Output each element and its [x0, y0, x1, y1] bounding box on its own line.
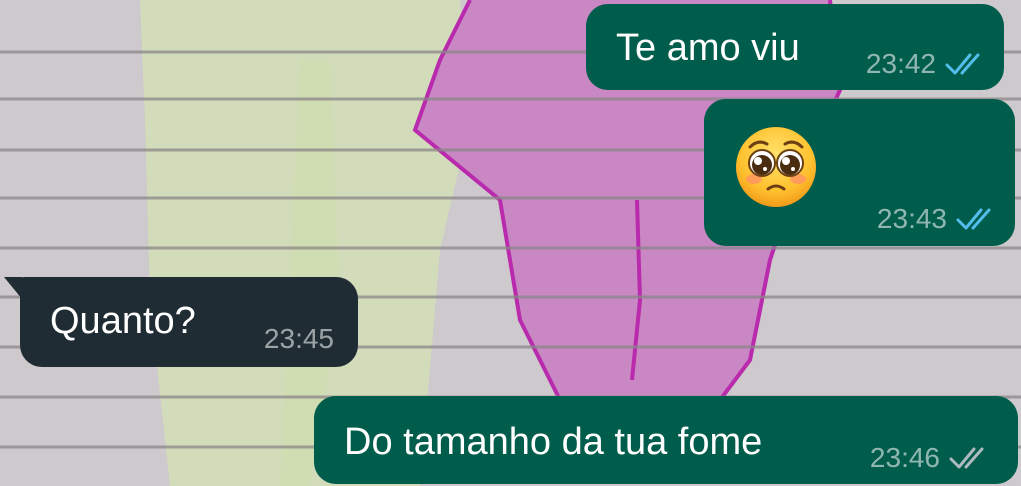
message-meta — [877, 203, 999, 235]
message-meta — [866, 48, 988, 80]
message-text: Do tamanho da tua fome — [344, 421, 763, 463]
read-double-check-icon — [955, 206, 999, 232]
message-time: 23:43 — [876, 203, 947, 234]
message-bubble-outgoing[interactable] — [704, 99, 1015, 246]
pleading-face-icon — [734, 125, 818, 209]
message-time: 23:45 — [263, 323, 334, 354]
message-time: 23:42 — [865, 48, 936, 79]
message-time: 23:46 — [869, 442, 940, 473]
delivered-double-check-icon — [948, 445, 992, 471]
message-bubble-outgoing[interactable] — [586, 4, 1004, 90]
message-meta — [870, 442, 992, 474]
message-bubble-outgoing[interactable] — [314, 396, 1018, 484]
message-text: Quanto? — [50, 300, 196, 342]
message-bubble-incoming[interactable] — [20, 277, 358, 367]
message-text: Te amo viu — [616, 27, 800, 69]
message-meta — [264, 323, 334, 355]
read-double-check-icon — [944, 51, 988, 77]
